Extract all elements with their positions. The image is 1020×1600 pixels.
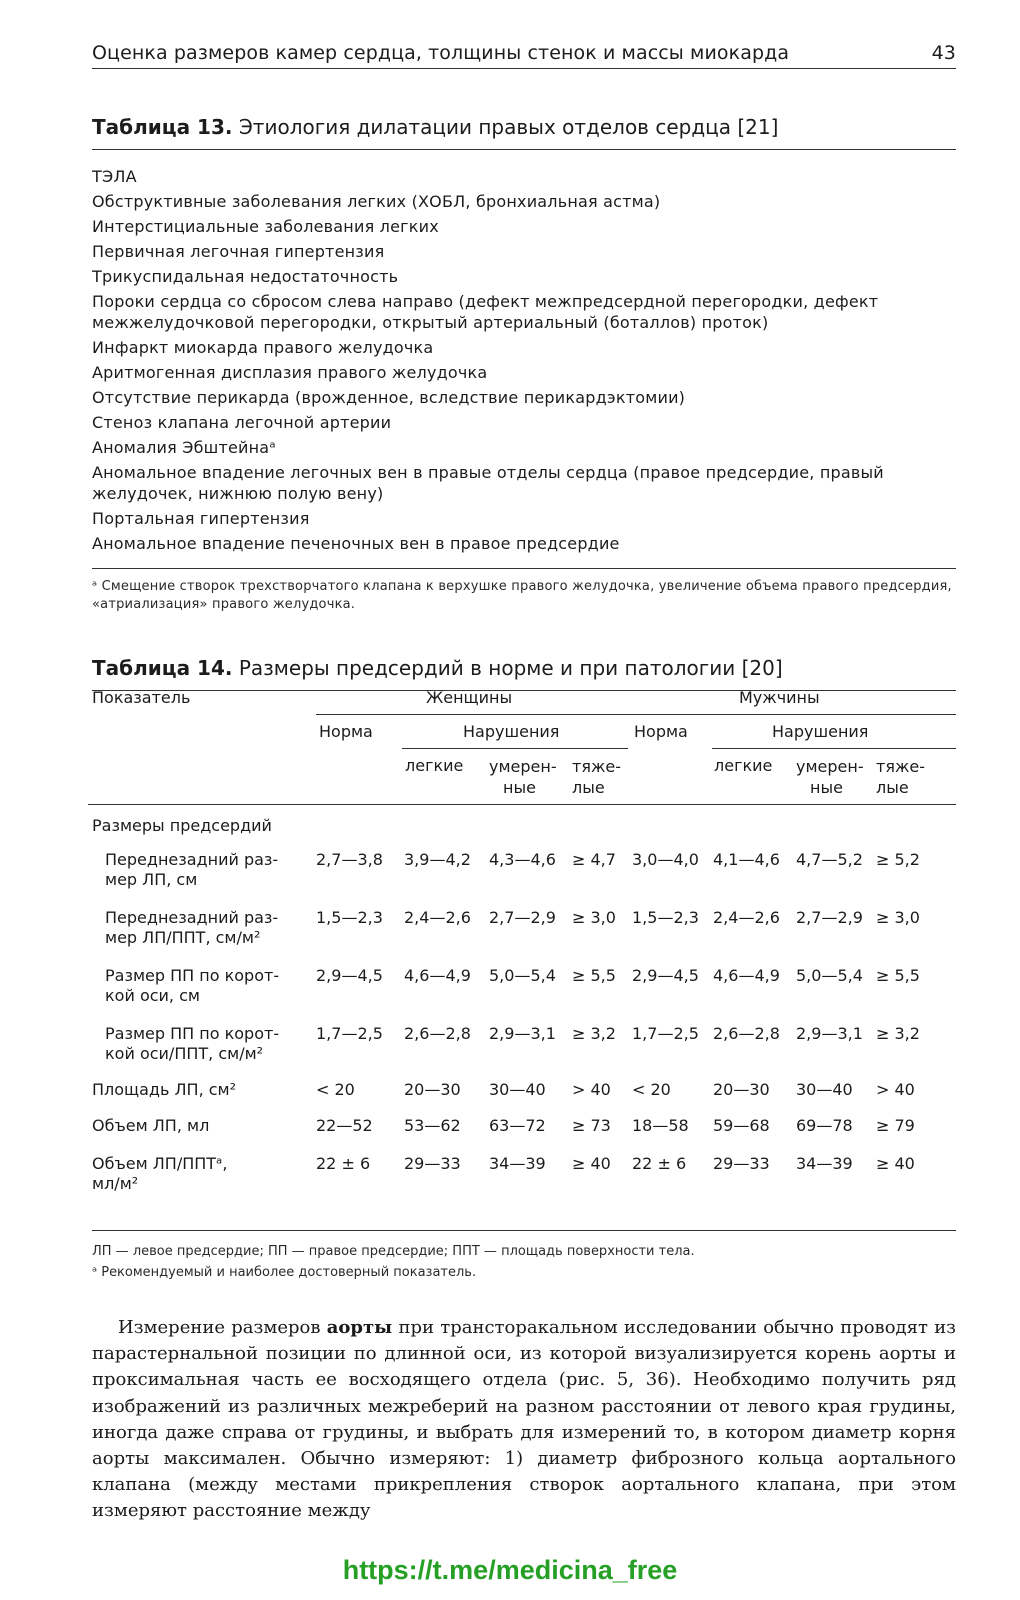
table-cell: 4,6—4,9 <box>713 966 780 985</box>
table-cell: 30—40 <box>489 1080 546 1099</box>
table-cell: 4,6—4,9 <box>404 966 471 985</box>
table-cell: 20—30 <box>404 1080 461 1099</box>
table-cell: > 40 <box>876 1080 915 1099</box>
table-cell: ≥ 5,2 <box>876 850 920 869</box>
table-cell: 22—52 <box>316 1116 373 1135</box>
table-cell: 22 ± 6 <box>632 1154 687 1173</box>
table-13-title <box>92 115 956 150</box>
row-label-line: Размер ПП по корот- <box>105 966 280 985</box>
list-item: Инфаркт миокарда правого желудочка <box>92 338 434 357</box>
list-item: Аритмогенная дисплазия правого желудочка <box>92 363 488 382</box>
table-cell: 2,7—2,9 <box>796 908 863 927</box>
table-cell: 63—72 <box>489 1116 546 1135</box>
list-item: Отсутствие перикарда (врожденное, вследствие перикардэктомии) <box>92 388 686 407</box>
table-cell: 4,3—4,6 <box>489 850 556 869</box>
row-label-line: мер ЛП/ППТ, см/м² <box>105 928 261 947</box>
table-cell: ≥ 5,5 <box>572 966 616 985</box>
table-13-bottom-rule <box>92 568 956 569</box>
table-cell: 30—40 <box>796 1080 853 1099</box>
header-text: тяже- <box>572 757 621 776</box>
table-14-bottom-rule <box>92 1230 956 1231</box>
row-label <box>92 1154 227 1194</box>
body-bold-term: аорты <box>326 1317 393 1338</box>
header-men-disorders: Нарушения <box>772 722 869 741</box>
header-bottom-rule <box>88 804 956 805</box>
table-cell: 53—62 <box>404 1116 461 1135</box>
table-cell: 69—78 <box>796 1116 853 1135</box>
table-cell: ≥ 73 <box>572 1116 611 1135</box>
list-item: Аномальное впадение печеночных вен в правое предсердие <box>92 534 620 553</box>
header-men-severe <box>876 756 925 798</box>
table-cell: 2,9—3,1 <box>489 1024 556 1043</box>
row-label-line: Объем ЛП, мл <box>92 1116 210 1135</box>
table-cell: 20—30 <box>713 1080 770 1099</box>
table-cell: 2,7—2,9 <box>489 908 556 927</box>
row-label-line: Площадь ЛП, см² <box>92 1080 237 1099</box>
list-item: Портальная гипертензия <box>92 509 310 528</box>
table-13-list <box>92 166 956 558</box>
row-label-line: Объем ЛП/ППТᵃ, <box>92 1154 228 1173</box>
table-13-label: Таблица 13. <box>92 115 233 139</box>
list-item: Трикуспидальная недостаточность <box>92 267 399 286</box>
table-cell: 2,6—2,8 <box>404 1024 471 1043</box>
body-text: при трансторакальном исследовании обычно проводят из парастернальной позиции по длинной оси, из которой визуализируется корень аорты и проксимальная часть ее восходящего отдела (рис. 5, 36). Необходимо получить ряд изображений из различных межреберий на разном расстоянии от левого края грудины, иногда даже справа от грудины, и выбрать для измерений то, в котором диаметр корня аорты максимален. Обычно измеряют: 1) диаметр фиброзного кольца аортального клапана (между местами прикрепления створок аортального клапана, при этом измеряют расстояние между <box>92 1317 957 1522</box>
header-text: ные <box>503 778 536 797</box>
table-cell: 34—39 <box>796 1154 853 1173</box>
list-item: Аномальное впадение легочных вен в правые отделы сердца (правое предсердие, правый желудочек, нижнюю полую вену) <box>92 463 884 503</box>
row-label <box>105 966 279 1006</box>
header-text: тяже- <box>876 757 925 776</box>
table-14-label: Таблица 14. <box>92 656 233 680</box>
table-cell: ≥ 79 <box>876 1116 915 1135</box>
body-paragraph <box>92 1315 956 1525</box>
list-item: Аномалия Эбштейнаᵃ <box>92 438 276 457</box>
row-label <box>105 850 278 890</box>
header-text: лые <box>572 778 605 797</box>
table-cell: ≥ 40 <box>572 1154 611 1173</box>
table-cell: 18—58 <box>632 1116 689 1135</box>
header-men: Мужчины <box>739 688 820 707</box>
list-item: Стеноз клапана легочной артерии <box>92 413 392 432</box>
table-cell: 2,4—2,6 <box>713 908 780 927</box>
row-label <box>92 1116 209 1136</box>
note-abbreviations: ЛП — левое предсердие; ПП — правое предсердие; ППТ — площадь поверхности тела. <box>92 1244 695 1259</box>
table-cell: 2,9—4,5 <box>316 966 383 985</box>
row-label-line: мер ЛП, см <box>105 870 198 889</box>
row-label-line: Размер ПП по корот- <box>105 1024 280 1043</box>
table-cell: ≥ 3,2 <box>572 1024 616 1043</box>
header-text: лые <box>876 778 909 797</box>
table-cell: ≥ 5,5 <box>876 966 920 985</box>
list-item: ТЭЛА <box>92 167 137 186</box>
header-rule <box>402 748 628 749</box>
table-13-caption: Этиология дилатации правых отделов сердца [21] <box>238 115 779 139</box>
table-cell: > 40 <box>572 1080 611 1099</box>
table-cell: < 20 <box>316 1080 355 1099</box>
header-women-mild: легкие <box>405 756 464 775</box>
header-rule <box>712 748 956 749</box>
table-cell: 29—33 <box>404 1154 461 1173</box>
table-cell: 1,5—2,3 <box>632 908 699 927</box>
table-cell: 2,9—4,5 <box>632 966 699 985</box>
table-cell: 34—39 <box>489 1154 546 1173</box>
table-cell: 2,9—3,1 <box>796 1024 863 1043</box>
header-women-norm: Норма <box>319 722 373 741</box>
table-14-caption: Размеры предсердий в норме и при патологии [20] <box>238 656 783 680</box>
table-cell: 2,6—2,8 <box>713 1024 780 1043</box>
header-women-moderate <box>489 756 557 798</box>
row-label <box>105 908 278 948</box>
table-cell: 1,7—2,5 <box>632 1024 699 1043</box>
section-label: Размеры предсердий <box>92 816 272 835</box>
table-13-footnote: ᵃ Смещение створок трехстворчатого клапана к верхушке правого желудочка, увеличение объема правого предсердия, «атриализация» правого желудочка. <box>92 579 952 612</box>
header-women-severe <box>572 756 621 798</box>
running-header-title: Оценка размеров камер сердца, толщины стенок и массы миокарда <box>92 42 790 64</box>
header-text: умерен- <box>489 757 557 776</box>
row-label <box>92 1080 236 1100</box>
note-a: ᵃ Рекомендуемый и наиболее достоверный показатель. <box>92 1265 477 1280</box>
list-item: Обструктивные заболевания легких (ХОБЛ, бронхиальная астма) <box>92 192 661 211</box>
row-label-line: мл/м² <box>92 1174 139 1193</box>
row-label <box>105 1024 279 1064</box>
table-cell: 3,0—4,0 <box>632 850 699 869</box>
table-cell: ≥ 3,0 <box>572 908 616 927</box>
table-cell: 2,4—2,6 <box>404 908 471 927</box>
table-cell: 1,7—2,5 <box>316 1024 383 1043</box>
header-rule <box>316 714 956 715</box>
list-item: Первичная легочная гипертензия <box>92 242 385 261</box>
table-cell: ≥ 3,2 <box>876 1024 920 1043</box>
table-cell: 3,9—4,2 <box>404 850 471 869</box>
header-indicator: Показатель <box>92 688 191 707</box>
table-cell: 29—33 <box>713 1154 770 1173</box>
row-label-line: Переднезадний раз- <box>105 850 279 869</box>
row-label-line: Переднезадний раз- <box>105 908 279 927</box>
table-cell: 4,7—5,2 <box>796 850 863 869</box>
table-cell: 5,0—5,4 <box>796 966 863 985</box>
header-men-moderate <box>796 756 864 798</box>
table-14-notes <box>92 1241 956 1283</box>
table-cell: 5,0—5,4 <box>489 966 556 985</box>
list-item: Пороки сердца со сбросом слева направо (дефект межпредсердной перегородки, дефект межжелудочковой перегородки, открытый артериальный (боталлов) проток) <box>92 292 879 332</box>
table-cell: 2,7—3,8 <box>316 850 383 869</box>
table-cell: ≥ 40 <box>876 1154 915 1173</box>
table-cell: ≥ 3,0 <box>876 908 920 927</box>
watermark-link[interactable]: https://t.me/medicina_free <box>342 1555 678 1585</box>
row-label-line: кой оси, см <box>105 986 200 1005</box>
table-cell: 59—68 <box>713 1116 770 1135</box>
page-number: 43 <box>931 42 956 64</box>
header-women-disorders: Нарушения <box>463 722 560 741</box>
body-text: Измерение размеров <box>118 1317 327 1338</box>
list-item: Интерстициальные заболевания легких <box>92 217 439 236</box>
table-cell: ≥ 4,7 <box>572 850 616 869</box>
header-text: умерен- <box>796 757 864 776</box>
header-men-norm: Норма <box>634 722 688 741</box>
header-text: ные <box>810 778 843 797</box>
table-14-title <box>92 656 956 691</box>
table-cell: < 20 <box>632 1080 671 1099</box>
running-header <box>92 42 956 69</box>
header-men-mild: легкие <box>714 756 773 775</box>
table-cell: 1,5—2,3 <box>316 908 383 927</box>
table-cell: 4,1—4,6 <box>713 850 780 869</box>
header-women: Женщины <box>426 688 513 707</box>
row-label-line: кой оси/ППТ, см/м² <box>105 1044 264 1063</box>
table-cell: 22 ± 6 <box>316 1154 371 1173</box>
